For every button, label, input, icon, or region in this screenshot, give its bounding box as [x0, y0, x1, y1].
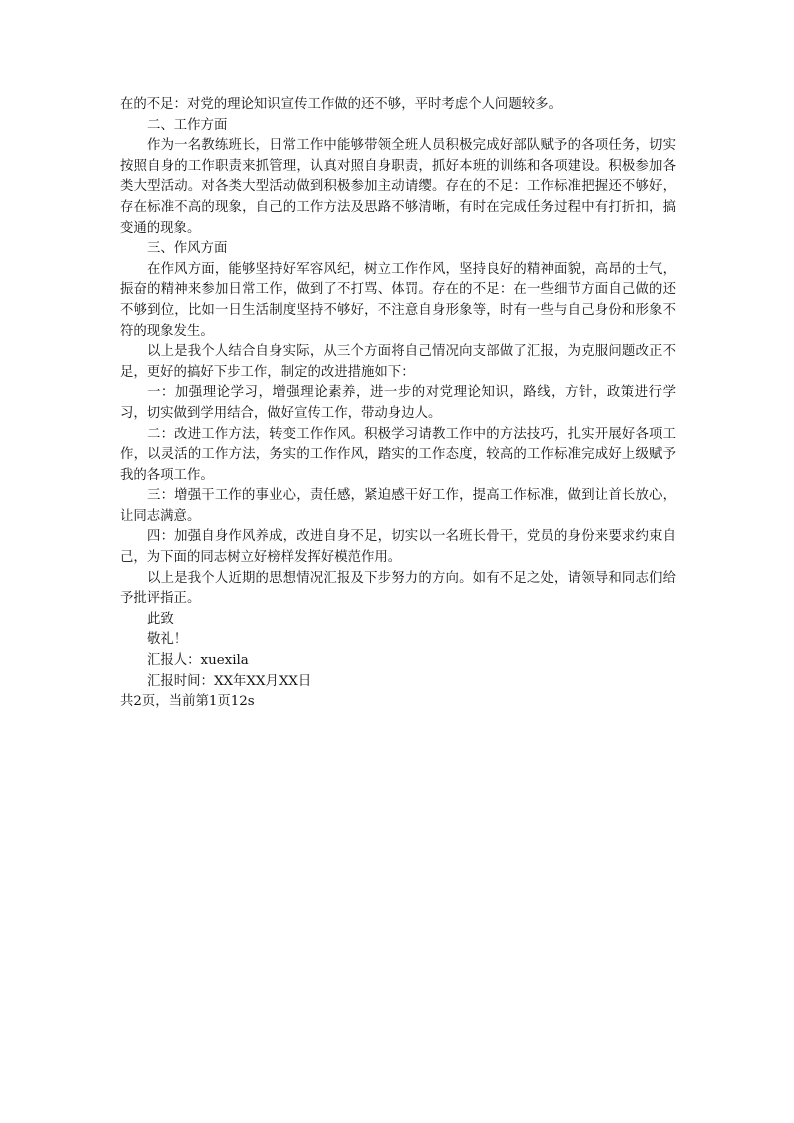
page-footer: 共2页，当前第1页12s	[120, 694, 255, 710]
section-heading-work: 二、工作方面	[147, 117, 228, 133]
measure-item-1: 一：加强理论学习，增强理论素养，进一步的对党理论知识，路线，方针，政策进行学习，切实做到学用结合，做好宣传工作，带动身边人。	[120, 385, 676, 421]
paragraph-closing: 以上是我个人近期的思想情况汇报及下步努力的方向。如有不足之处，请领导和同志们给予批评指正。	[120, 570, 676, 607]
measure-item-2: 二：改进工作方法，转变工作作风。积极学习请教工作中的方法技巧，扎实开展好各项工作，以灵活的工作方法，务实的工作作风，踏实的工作态度，较高的工作标准完成好上级赋予我的各项工作。	[120, 426, 676, 483]
reporter-line: 汇报人：xuexila	[147, 653, 249, 669]
measure-item-4: 四：加强自身作风养成，改进自身不足，切实以一名班长骨干，党员的身份来要求约束自己，为下面的同志树立好榜样发挥好模范作用。	[120, 529, 676, 566]
report-date-line: 汇报时间：XX年XX月XX日	[147, 673, 312, 689]
paragraph-work: 作为一名教练班长，日常工作中能够带领全班人员积极完成好部队赋予的各项任务，切实按照自身的工作职责来抓管理，认真对照自身职责，抓好本班的训练和各项建设。积极参加各类大型活动。对各类大型活动做到积极参加主动请缨。存在的不足：工作标准把握还不够好，存在标准不高的现象，自己的工作方法及思路不够清晰，有时在完成任务过程中有打折扣，搞变通的现象。	[120, 138, 676, 236]
section-heading-style: 三、作风方面	[147, 241, 228, 257]
salutation-cizhi: 此致	[147, 611, 174, 627]
measure-item-3: 三：增强干工作的事业心，责任感，紧迫感干好工作，提高工作标准，做到让首长放心，让同志满意。	[120, 488, 676, 524]
paragraph-summary: 以上是我个人结合自身实际，从三个方面将自己情况向支部做了汇报，为克服问题改正不足，更好的搞好下步工作，制定的改进措施如下：	[120, 344, 676, 380]
paragraph-style: 在作风方面，能够坚持好军容风纪，树立工作作风，坚持良好的精神面貌，高昂的士气，振奋的精神来参加日常工作，做到了不打骂、体罚。存在的不足：在一些细节方面自己做的还不够到位，比如一日生活制度坚持不够好，不注意自身形象等，时有一些与自己身份和形象不符的现象发生。	[120, 261, 676, 339]
paragraph-continuation: 在的不足：对党的理论知识宣传工作做的还不够，平时考虑个人问题较多。	[120, 97, 562, 112]
salutation-jingli: 敬礼！	[147, 632, 188, 648]
document-page	[120, 95, 676, 713]
